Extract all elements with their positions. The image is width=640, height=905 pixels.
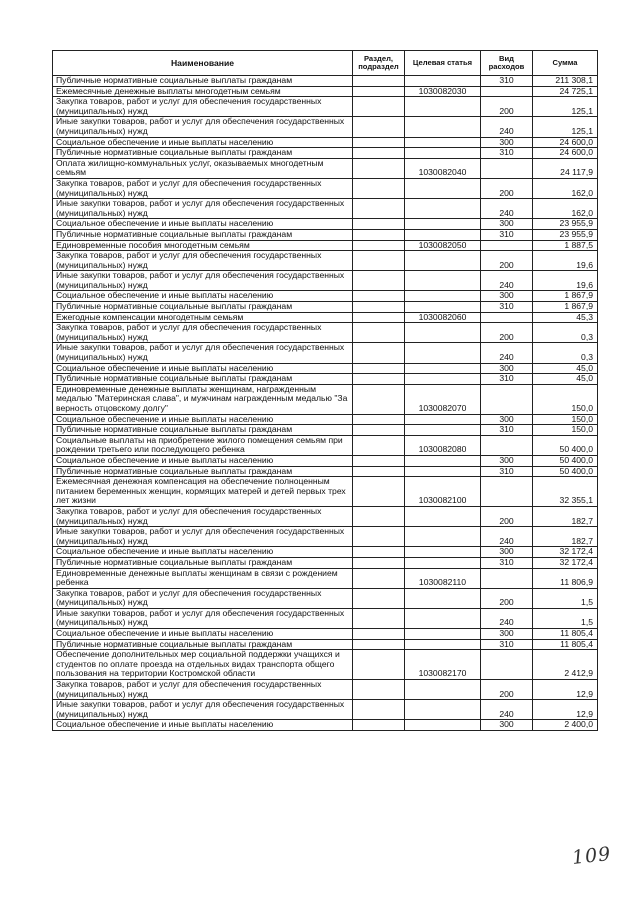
cell-sum: 19,6 [533, 271, 598, 291]
cell-name: Ежегодные компенсации многодетным семьям [53, 312, 353, 323]
cell-target [405, 700, 481, 720]
cell-type: 200 [481, 680, 533, 700]
table-row [53, 680, 598, 700]
cell-section [353, 455, 405, 466]
table-row [53, 384, 598, 414]
cell-type [481, 240, 533, 251]
cell-sum: 32 172,4 [533, 557, 598, 568]
cell-sum: 12,9 [533, 700, 598, 720]
cell-type: 300 [481, 629, 533, 640]
cell-type: 310 [481, 557, 533, 568]
table-row [53, 374, 598, 385]
cell-target [405, 229, 481, 240]
cell-section [353, 435, 405, 455]
table-row [53, 240, 598, 251]
cell-sum: 182,7 [533, 527, 598, 547]
cell-sum: 11 806,9 [533, 568, 598, 588]
cell-name: Иные закупки товаров, работ и услуг для обеспечения государственных (муниципальных) нужд [53, 608, 353, 628]
cell-sum: 24 600,0 [533, 148, 598, 159]
cell-target [405, 466, 481, 477]
cell-name: Социальное обеспечение и иные выплаты населению [53, 720, 353, 731]
cell-type [481, 477, 533, 507]
cell-section [353, 86, 405, 97]
cell-target [405, 414, 481, 425]
cell-name: Публичные нормативные социальные выплаты гражданам [53, 148, 353, 159]
cell-name: Закупка товаров, работ и услуг для обеспечения государственных (муниципальных) нужд [53, 178, 353, 198]
cell-sum: 45,0 [533, 374, 598, 385]
cell-target: 1030082070 [405, 384, 481, 414]
cell-type [481, 384, 533, 414]
cell-section [353, 251, 405, 271]
cell-sum: 150,0 [533, 414, 598, 425]
table-row [53, 425, 598, 436]
cell-section [353, 158, 405, 178]
table-row [53, 76, 598, 87]
cell-type: 300 [481, 720, 533, 731]
cell-name: Социальные выплаты на приобретение жилого помещения семьям при рождении третьего или последующего ребенка [53, 435, 353, 455]
cell-name: Обеспечение дополнительных мер социальной поддержки учащихся и студентов по оплате проезда на отдельных видах транспорта общего пользования на территории Костромской области [53, 650, 353, 680]
cell-sum: 19,6 [533, 251, 598, 271]
cell-sum: 150,0 [533, 384, 598, 414]
table-row [53, 323, 598, 343]
cell-target [405, 547, 481, 558]
cell-section [353, 639, 405, 650]
cell-name: Иные закупки товаров, работ и услуг для обеспечения государственных (муниципальных) нужд [53, 117, 353, 137]
cell-target [405, 291, 481, 302]
cell-target: 1030082060 [405, 312, 481, 323]
cell-section [353, 343, 405, 363]
table-row [53, 720, 598, 731]
cell-target [405, 425, 481, 436]
cell-name: Социальное обеспечение и иные выплаты населению [53, 629, 353, 640]
cell-sum: 2 412,9 [533, 650, 598, 680]
cell-target [405, 148, 481, 159]
cell-sum: 11 805,4 [533, 629, 598, 640]
cell-target [405, 271, 481, 291]
table-row [53, 199, 598, 219]
cell-sum: 23 955,9 [533, 229, 598, 240]
cell-section [353, 414, 405, 425]
cell-type: 300 [481, 363, 533, 374]
cell-sum: 24 725,1 [533, 86, 598, 97]
table-row [53, 312, 598, 323]
cell-section [353, 302, 405, 313]
table-row [53, 178, 598, 198]
cell-type: 310 [481, 425, 533, 436]
cell-type: 200 [481, 323, 533, 343]
cell-type: 240 [481, 271, 533, 291]
cell-name: Единовременные денежные выплаты женщинам, награжденным медалью "Материнская слава", и мужчинам награжденным медалью "За верность отцовскому долгу" [53, 384, 353, 414]
table-row [53, 148, 598, 159]
cell-section [353, 720, 405, 731]
table-row [53, 219, 598, 230]
cell-target [405, 363, 481, 374]
cell-target [405, 178, 481, 198]
cell-sum: 2 400,0 [533, 720, 598, 731]
cell-type [481, 158, 533, 178]
cell-section [353, 384, 405, 414]
cell-section [353, 547, 405, 558]
cell-sum: 162,0 [533, 178, 598, 198]
cell-name: Иные закупки товаров, работ и услуг для обеспечения государственных (муниципальных) нужд [53, 199, 353, 219]
cell-sum: 50 400,0 [533, 466, 598, 477]
cell-section [353, 466, 405, 477]
cell-section [353, 117, 405, 137]
cell-type [481, 650, 533, 680]
cell-section [353, 312, 405, 323]
cell-type: 240 [481, 608, 533, 628]
cell-target: 1030082100 [405, 477, 481, 507]
cell-sum: 162,0 [533, 199, 598, 219]
cell-name: Закупка товаров, работ и услуг для обеспечения государственных (муниципальных) нужд [53, 251, 353, 271]
cell-section [353, 219, 405, 230]
cell-name: Закупка товаров, работ и услуг для обеспечения государственных (муниципальных) нужд [53, 588, 353, 608]
cell-sum: 45,0 [533, 363, 598, 374]
cell-type: 310 [481, 302, 533, 313]
table-row [53, 639, 598, 650]
cell-section [353, 700, 405, 720]
cell-type: 300 [481, 414, 533, 425]
cell-name: Социальное обеспечение и иные выплаты населению [53, 547, 353, 558]
table-row [53, 568, 598, 588]
cell-target [405, 76, 481, 87]
cell-section [353, 557, 405, 568]
cell-name: Публичные нормативные социальные выплаты гражданам [53, 557, 353, 568]
cell-type [481, 568, 533, 588]
table-row [53, 435, 598, 455]
cell-section [353, 363, 405, 374]
header-target: Целевая статья [405, 51, 481, 76]
cell-sum: 0,3 [533, 343, 598, 363]
table-row [53, 158, 598, 178]
cell-name: Публичные нормативные социальные выплаты гражданам [53, 466, 353, 477]
cell-type: 310 [481, 76, 533, 87]
cell-type: 300 [481, 137, 533, 148]
cell-target: 1030082170 [405, 650, 481, 680]
cell-name: Закупка товаров, работ и услуг для обеспечения государственных (муниципальных) нужд [53, 680, 353, 700]
page-number: 109 [570, 843, 613, 869]
cell-target [405, 219, 481, 230]
cell-section [353, 506, 405, 526]
cell-target [405, 343, 481, 363]
cell-type: 310 [481, 148, 533, 159]
cell-name: Социальное обеспечение и иные выплаты населению [53, 137, 353, 148]
cell-target [405, 323, 481, 343]
cell-type: 300 [481, 291, 533, 302]
cell-name: Социальное обеспечение и иные выплаты населению [53, 291, 353, 302]
cell-name: Закупка товаров, работ и услуг для обеспечения государственных (муниципальных) нужд [53, 323, 353, 343]
table-header-row [53, 51, 598, 76]
cell-target [405, 608, 481, 628]
cell-sum: 1 867,9 [533, 291, 598, 302]
cell-type: 200 [481, 178, 533, 198]
cell-target [405, 639, 481, 650]
cell-type: 300 [481, 455, 533, 466]
table-row [53, 414, 598, 425]
cell-type: 310 [481, 374, 533, 385]
cell-sum: 50 400,0 [533, 435, 598, 455]
cell-name: Закупка товаров, работ и услуг для обеспечения государственных (муниципальных) нужд [53, 506, 353, 526]
cell-target [405, 557, 481, 568]
cell-name: Публичные нормативные социальные выплаты гражданам [53, 374, 353, 385]
table-row [53, 117, 598, 137]
cell-section [353, 137, 405, 148]
cell-type: 300 [481, 219, 533, 230]
cell-sum: 0,3 [533, 323, 598, 343]
cell-target [405, 720, 481, 731]
cell-sum: 23 955,9 [533, 219, 598, 230]
cell-name: Закупка товаров, работ и услуг для обеспечения государственных (муниципальных) нужд [53, 97, 353, 117]
cell-section [353, 97, 405, 117]
cell-section [353, 650, 405, 680]
cell-sum: 182,7 [533, 506, 598, 526]
table-row [53, 466, 598, 477]
cell-name: Иные закупки товаров, работ и услуг для обеспечения государственных (муниципальных) нужд [53, 271, 353, 291]
cell-name: Иные закупки товаров, работ и услуг для обеспечения государственных (муниципальных) нужд [53, 700, 353, 720]
cell-sum: 1 867,9 [533, 302, 598, 313]
cell-type: 200 [481, 251, 533, 271]
cell-target [405, 527, 481, 547]
cell-target [405, 117, 481, 137]
cell-sum: 50 400,0 [533, 455, 598, 466]
cell-target [405, 455, 481, 466]
cell-name: Социальное обеспечение и иные выплаты населению [53, 414, 353, 425]
cell-name: Публичные нормативные социальные выплаты гражданам [53, 425, 353, 436]
cell-target: 1030082080 [405, 435, 481, 455]
cell-section [353, 323, 405, 343]
table-row [53, 97, 598, 117]
table-row [53, 527, 598, 547]
table-row [53, 251, 598, 271]
cell-target [405, 302, 481, 313]
cell-target [405, 588, 481, 608]
header-section: Раздел, подраздел [353, 51, 405, 76]
cell-sum: 1,5 [533, 608, 598, 628]
cell-section [353, 271, 405, 291]
cell-type [481, 86, 533, 97]
cell-name: Публичные нормативные социальные выплаты гражданам [53, 229, 353, 240]
header-sum: Сумма [533, 51, 598, 76]
cell-target [405, 251, 481, 271]
cell-section [353, 148, 405, 159]
cell-sum: 12,9 [533, 680, 598, 700]
cell-section [353, 527, 405, 547]
cell-sum: 24 600,0 [533, 137, 598, 148]
table-row [53, 477, 598, 507]
cell-section [353, 229, 405, 240]
table-row [53, 455, 598, 466]
cell-sum: 1 887,5 [533, 240, 598, 251]
cell-target [405, 199, 481, 219]
cell-target: 1030082110 [405, 568, 481, 588]
cell-section [353, 680, 405, 700]
cell-type: 200 [481, 97, 533, 117]
cell-type: 240 [481, 343, 533, 363]
table-row [53, 608, 598, 628]
cell-sum: 211 308,1 [533, 76, 598, 87]
table-row [53, 629, 598, 640]
table-row [53, 650, 598, 680]
cell-section [353, 425, 405, 436]
cell-section [353, 291, 405, 302]
cell-name: Ежемесячная денежная компенсация на обеспечение полноценным питанием беременных женщин, кормящих матерей и детей первых трех лет жизни [53, 477, 353, 507]
cell-name: Единовременные пособия многодетным семьям [53, 240, 353, 251]
table-row [53, 557, 598, 568]
cell-sum: 125,1 [533, 97, 598, 117]
cell-target [405, 137, 481, 148]
cell-name: Публичные нормативные социальные выплаты гражданам [53, 76, 353, 87]
cell-section [353, 374, 405, 385]
cell-sum: 11 805,4 [533, 639, 598, 650]
cell-section [353, 629, 405, 640]
cell-type [481, 312, 533, 323]
header-type: Вид расходов [481, 51, 533, 76]
cell-sum: 24 117,9 [533, 158, 598, 178]
cell-type: 200 [481, 506, 533, 526]
table-row [53, 86, 598, 97]
cell-type: 310 [481, 466, 533, 477]
cell-sum: 1,5 [533, 588, 598, 608]
table-row [53, 302, 598, 313]
table-row [53, 506, 598, 526]
cell-sum: 32 172,4 [533, 547, 598, 558]
cell-section [353, 568, 405, 588]
cell-target: 1030082040 [405, 158, 481, 178]
cell-sum: 150,0 [533, 425, 598, 436]
cell-target [405, 629, 481, 640]
cell-type: 240 [481, 527, 533, 547]
cell-section [353, 199, 405, 219]
cell-target: 1030082030 [405, 86, 481, 97]
cell-name: Единовременные денежные выплаты женщинам в связи с рождением ребенка [53, 568, 353, 588]
cell-name: Социальное обеспечение и иные выплаты населению [53, 455, 353, 466]
cell-name: Иные закупки товаров, работ и услуг для обеспечения государственных (муниципальных) нужд [53, 527, 353, 547]
cell-name: Социальное обеспечение и иные выплаты населению [53, 219, 353, 230]
cell-target [405, 374, 481, 385]
cell-section [353, 608, 405, 628]
cell-type: 200 [481, 588, 533, 608]
cell-target [405, 506, 481, 526]
table-row [53, 229, 598, 240]
cell-name: Социальное обеспечение и иные выплаты населению [53, 363, 353, 374]
cell-section [353, 178, 405, 198]
cell-type: 310 [481, 639, 533, 650]
cell-section [353, 477, 405, 507]
cell-name: Оплата жилищно-коммунальных услуг, оказываемых многодетным семьям [53, 158, 353, 178]
header-name: Наименование [53, 51, 353, 76]
cell-sum: 125,1 [533, 117, 598, 137]
cell-section [353, 240, 405, 251]
table-row [53, 271, 598, 291]
table-row [53, 588, 598, 608]
table-row [53, 363, 598, 374]
table-row [53, 291, 598, 302]
table-row [53, 137, 598, 148]
cell-type [481, 435, 533, 455]
cell-name: Ежемесячные денежные выплаты многодетным семьям [53, 86, 353, 97]
cell-type: 240 [481, 199, 533, 219]
table-row [53, 343, 598, 363]
cell-target: 1030082050 [405, 240, 481, 251]
cell-section [353, 76, 405, 87]
cell-type: 310 [481, 229, 533, 240]
cell-name: Иные закупки товаров, работ и услуг для обеспечения государственных (муниципальных) нужд [53, 343, 353, 363]
cell-target [405, 680, 481, 700]
cell-target [405, 97, 481, 117]
cell-sum: 45,3 [533, 312, 598, 323]
cell-sum: 32 355,1 [533, 477, 598, 507]
budget-table [52, 50, 598, 731]
cell-type: 240 [481, 700, 533, 720]
cell-name: Публичные нормативные социальные выплаты гражданам [53, 302, 353, 313]
table-row [53, 700, 598, 720]
cell-section [353, 588, 405, 608]
cell-name: Публичные нормативные социальные выплаты гражданам [53, 639, 353, 650]
table-row [53, 547, 598, 558]
cell-type: 240 [481, 117, 533, 137]
cell-type: 300 [481, 547, 533, 558]
